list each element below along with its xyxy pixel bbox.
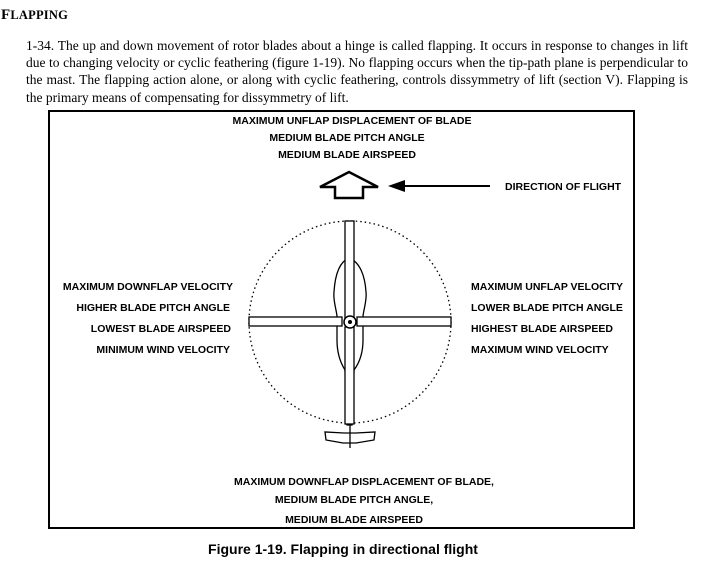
- advancing-blade: [357, 317, 451, 326]
- figure-caption: Figure 1-19. Flapping in directional flight: [208, 541, 478, 557]
- body-paragraph: 1-34. The up and down movement of rotor blades about a hinge is called flapping. It occurs in response to changes in lift due to changing velocity or cyclic feathering (figure 1-19). No flapping occurs when the tip-path plane is perpendicular to the mast. The flapping action alone, or along with cyclic feathering, controls dissymmetry of lift (section V). Flapping is the primary means of compensating for dissymmetry of lift.: [26, 38, 688, 105]
- forward-blade: [345, 221, 354, 319]
- right-label-2: LOWER BLADE PITCH ANGLE: [471, 302, 623, 314]
- retreating-blade: [249, 317, 342, 326]
- bottom-label-2: MEDIUM BLADE PITCH ANGLE,: [274, 494, 434, 506]
- up-arrow-icon: [320, 172, 378, 198]
- left-label-3: LOWEST BLADE AIRSPEED: [90, 323, 231, 335]
- direction-of-flight-label: DIRECTION OF FLIGHT: [505, 181, 622, 193]
- left-label-1: MAXIMUM DOWNFLAP VELOCITY: [62, 281, 233, 293]
- right-label-4: MAXIMUM WIND VELOCITY: [471, 344, 609, 356]
- right-label-1: MAXIMUM UNFLAP VELOCITY: [471, 281, 624, 293]
- top-label-2: MEDIUM BLADE PITCH ANGLE: [269, 132, 425, 144]
- left-label-2: HIGHER BLADE PITCH ANGLE: [76, 302, 230, 314]
- bottom-label-3: MEDIUM BLADE AIRSPEED: [285, 514, 423, 526]
- rotor-hub-center: [348, 320, 352, 324]
- bottom-label-1: MAXIMUM DOWNFLAP DISPLACEMENT OF BLADE,: [234, 476, 494, 488]
- left-label-4: MINIMUM WIND VELOCITY: [96, 344, 230, 356]
- heading-rest: LAPPING: [10, 8, 69, 22]
- aft-blade: [345, 327, 354, 424]
- top-label-3: MEDIUM BLADE AIRSPEED: [278, 149, 416, 161]
- direction-arrow-head-icon: [388, 180, 405, 192]
- right-label-3: HIGHEST BLADE AIRSPEED: [471, 323, 613, 335]
- heading-initial: F: [1, 7, 11, 23]
- top-label-1: MAXIMUM UNFLAP DISPLACEMENT OF BLADE: [232, 115, 472, 127]
